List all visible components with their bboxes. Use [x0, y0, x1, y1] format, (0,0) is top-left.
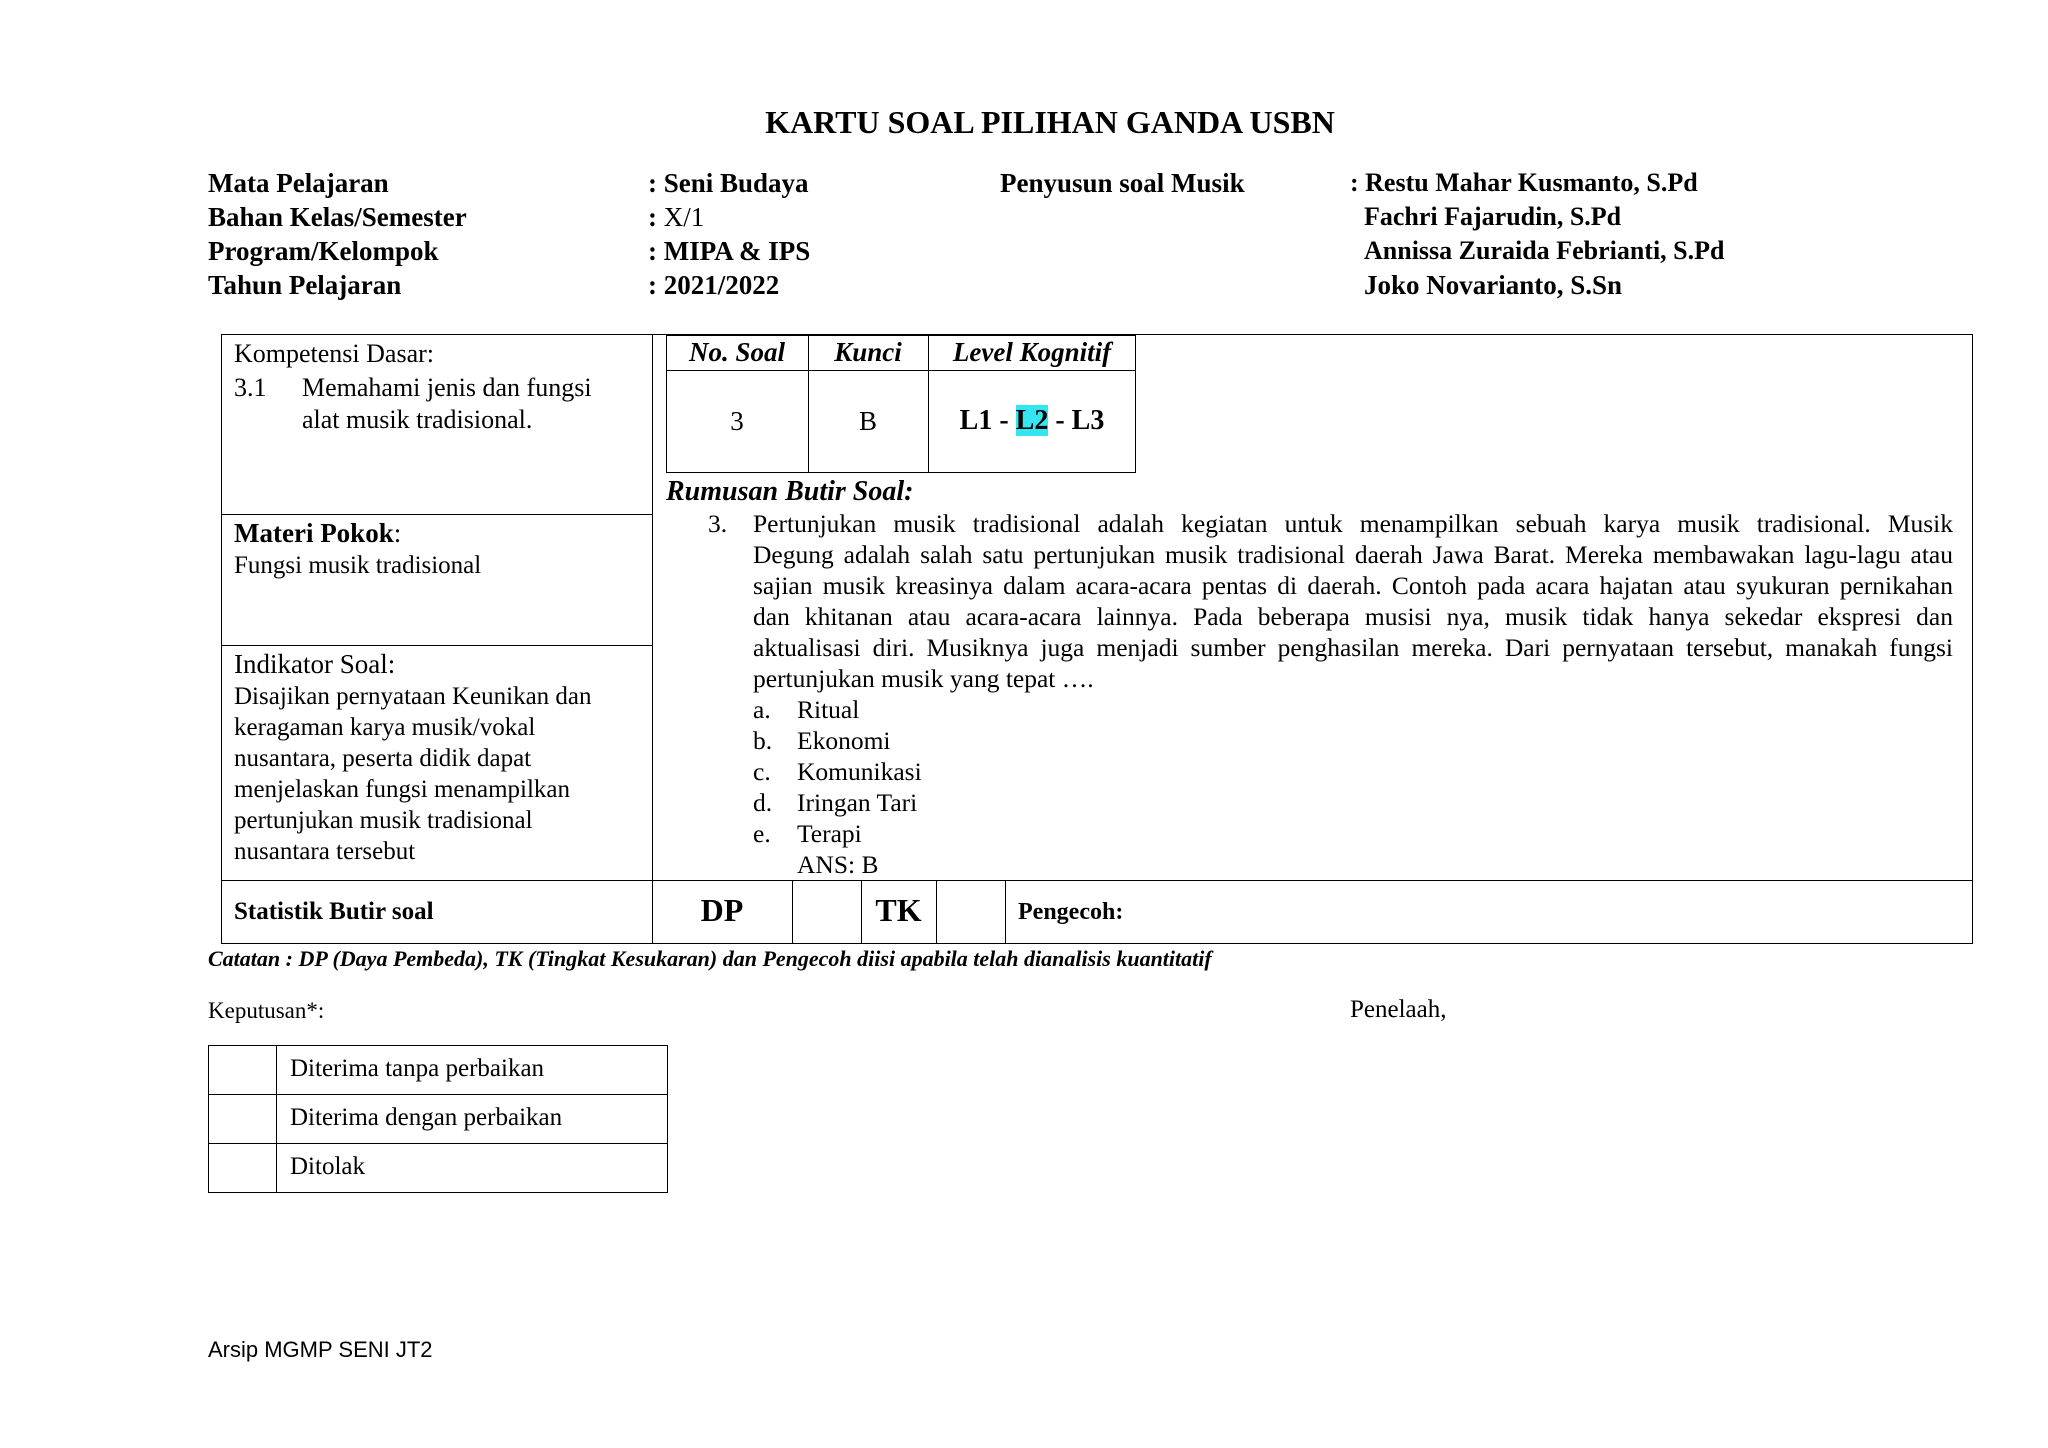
- no-soal-value: 3: [730, 406, 744, 436]
- option-d-letter: d.: [753, 788, 773, 817]
- materi-colon: :: [393, 518, 402, 548]
- catatan-note: Catatan : DP (Daya Pembeda), TK (Tingkat Kesukaran) dan Pengecoh diisi apabila telah dianalisis kuantitatif: [208, 946, 1212, 971]
- option-b-text: Ekonomi: [797, 726, 891, 755]
- row-divider-indikator: [221, 645, 653, 646]
- kompetensi-text-1: Memahami jenis dan fungsi: [302, 373, 592, 402]
- penyusun-4: Joko Novarianto, S.Sn: [1364, 270, 1623, 300]
- answer-key: ANS: B: [797, 850, 879, 879]
- info-table-header-divider: [666, 370, 1136, 371]
- tk-label: TK: [875, 892, 922, 928]
- bahan-colon: :: [648, 202, 657, 232]
- statistik-divider-3: [936, 880, 937, 944]
- kunci-value: B: [858, 406, 877, 436]
- keputusan-checkbox-divider: [276, 1045, 277, 1193]
- option-a-text: Ritual: [797, 695, 860, 724]
- penyusun-3: Annissa Zuraida Febrianti, S.Pd: [1364, 236, 1725, 265]
- materi-heading: [234, 517, 401, 549]
- program-label: Program/Kelompok: [208, 236, 439, 266]
- materi-text: Fungsi musik tradisional: [234, 552, 482, 579]
- indikator-line-2: keragaman karya musik/vokal: [234, 714, 536, 741]
- header-no-soal: No. Soal: [688, 337, 786, 367]
- option-d-text: Iringan Tari: [797, 788, 918, 817]
- program-value: : MIPA & IPS: [648, 236, 811, 266]
- pengecoh-label: Pengecoh:: [1018, 899, 1124, 925]
- level-l1: L1 -: [959, 405, 1016, 436]
- keputusan-row-divider-1: [208, 1094, 668, 1095]
- penelaah-label: Penelaah,: [1350, 996, 1447, 1023]
- mata-pelajaran-value: : Seni Budaya: [648, 168, 809, 198]
- tahun-value: : 2021/2022: [648, 270, 780, 300]
- option-diterima-tanpa: Diterima tanpa perbaikan: [290, 1055, 545, 1082]
- option-b-letter: b.: [753, 726, 773, 755]
- question-line-4: dan khitanan atau acara-acara lainnya. Pada beberapa musisi nya, musik tidak hanya sekedar ekspresi dan: [753, 602, 1953, 631]
- materi-label: Materi Pokok: [234, 518, 394, 548]
- keputusan-label: Keputusan*:: [208, 998, 325, 1023]
- option-c-text: Komunikasi: [797, 757, 922, 786]
- option-e-text: Terapi: [797, 819, 862, 848]
- question-line-6: pertunjukan musik yang tepat ….: [753, 664, 1094, 693]
- header-kunci: Kunci: [834, 337, 902, 367]
- kompetensi-number: 3.1: [234, 373, 267, 402]
- option-e-letter: e.: [753, 819, 771, 848]
- row-divider-materi: [221, 514, 653, 515]
- level-kognitif-value: [928, 405, 1136, 437]
- column-divider: [652, 334, 653, 944]
- question-line-1: Pertunjukan musik tradisional adalah kegiatan untuk menampilkan sebuah karya musik tradisional. Musik: [753, 509, 1953, 538]
- dp-label: DP: [700, 892, 744, 928]
- bahan-value: [648, 200, 704, 234]
- kompetensi-label: Kompetensi Dasar:: [234, 339, 435, 368]
- bahan-label: Bahan Kelas/Semester: [208, 202, 467, 232]
- option-ditolak: Ditolak: [290, 1153, 365, 1180]
- footer-archive: Arsip MGMP SENI JT2: [208, 1337, 433, 1362]
- statistik-divider-1: [792, 880, 793, 944]
- penyusun-1: : Restu Mahar Kusmanto, S.Pd: [1350, 168, 1698, 197]
- statistik-divider-4: [1005, 880, 1006, 944]
- indikator-line-1: Disajikan pernyataan Keunikan dan: [234, 683, 592, 710]
- question-line-5: aktualisasi diri. Musiknya juga menjadi sumber penghasilan mereka. Dari pernyataan tersebut, manakah fungsi: [753, 633, 1953, 662]
- bahan-text: X/1: [657, 202, 705, 232]
- checkbox-diterima-dengan[interactable]: [209, 1095, 276, 1143]
- row-divider-statistik: [221, 880, 1973, 881]
- checkbox-diterima-tanpa[interactable]: [209, 1046, 276, 1094]
- header-level-kognitif: Level Kognitif: [952, 337, 1112, 367]
- question-number: 3.: [708, 509, 728, 538]
- question-line-2: Degung adalah salah satu pertunjukan musik tradisional daerah Jawa Barat. Mereka membawakan lagu-lagu atau: [753, 540, 1953, 569]
- penyusun-2: Fachri Fajarudin, S.Pd: [1364, 202, 1622, 231]
- kompetensi-text-2: alat musik tradisional.: [302, 405, 533, 434]
- rumusan-label: Rumusan Butir Soal:: [666, 476, 914, 507]
- question-line-3: sajian musik kreasinya dalam acara-acara pentas di daerah. Contoh pada acara hajatan atau syukuran pernikahan: [753, 571, 1953, 600]
- indikator-line-5: pertunjukan musik tradisional: [234, 807, 533, 834]
- indikator-line-3: nusantara, peserta didik dapat: [234, 745, 532, 772]
- penyusun-label: Penyusun soal Musik: [1000, 168, 1245, 198]
- checkbox-ditolak[interactable]: [209, 1144, 276, 1192]
- option-diterima-dengan: Diterima dengan perbaikan: [290, 1104, 563, 1131]
- indikator-line-4: menjelaskan fungsi menampilkan: [234, 776, 571, 803]
- option-c-letter: c.: [753, 757, 771, 786]
- level-l3: - L3: [1048, 405, 1105, 436]
- tahun-label: Tahun Pelajaran: [208, 270, 402, 300]
- mata-pelajaran-label: Mata Pelajaran: [208, 168, 389, 198]
- page-title: KARTU SOAL PILIHAN GANDA USBN: [765, 104, 1335, 140]
- option-a-letter: a.: [753, 695, 771, 724]
- indikator-label: Indikator Soal:: [234, 649, 396, 679]
- statistik-label: Statistik Butir soal: [234, 898, 434, 925]
- level-l2-highlighted: L2: [1015, 405, 1049, 436]
- keputusan-row-divider-2: [208, 1143, 668, 1144]
- indikator-line-6: nusantara tersebut: [234, 838, 416, 865]
